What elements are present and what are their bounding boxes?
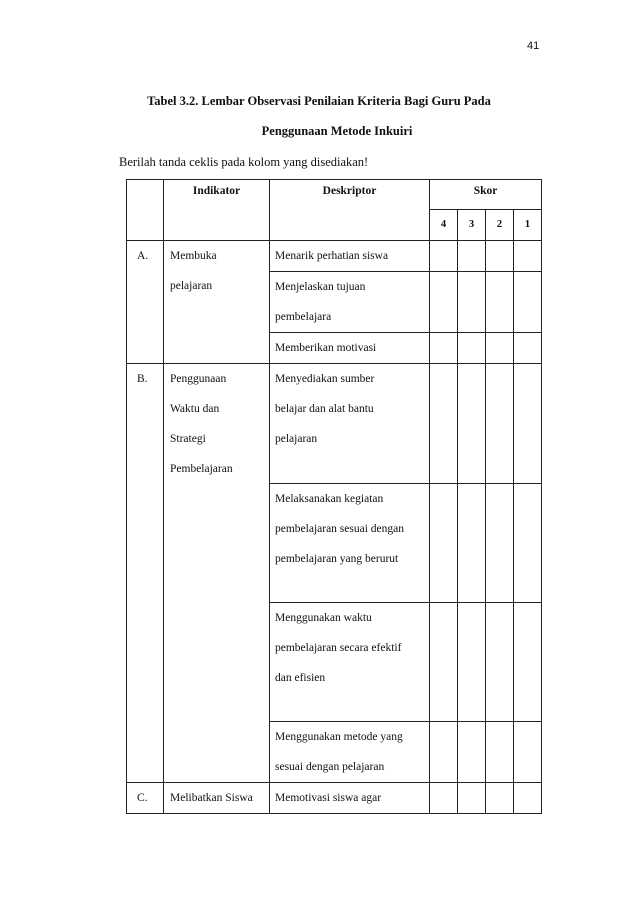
- check-cell[interactable]: [514, 241, 542, 272]
- descriptor-cell: Menggunakan waktu pembelajaran secara efektif dan efisien: [270, 603, 430, 722]
- check-cell[interactable]: [430, 272, 458, 333]
- check-cell[interactable]: [458, 364, 486, 484]
- descriptor-cell: Memotivasi siswa agar: [270, 783, 430, 814]
- check-cell[interactable]: [514, 603, 542, 722]
- check-cell[interactable]: [458, 783, 486, 814]
- section-a-label: A.: [127, 241, 164, 364]
- check-cell[interactable]: [430, 241, 458, 272]
- check-cell[interactable]: [458, 603, 486, 722]
- header-indikator: Indikator: [164, 180, 270, 241]
- observation-table: [126, 179, 542, 814]
- section-c-indicator: Melibatkan Siswa: [164, 783, 270, 814]
- check-cell[interactable]: [486, 484, 514, 603]
- check-cell[interactable]: [486, 603, 514, 722]
- header-blank-cell: [127, 180, 164, 241]
- check-cell[interactable]: [486, 272, 514, 333]
- header-deskriptor: Deskriptor: [270, 180, 430, 241]
- score-2: 2: [486, 210, 514, 241]
- check-cell[interactable]: [430, 333, 458, 364]
- check-cell[interactable]: [486, 364, 514, 484]
- check-cell[interactable]: [514, 272, 542, 333]
- check-cell[interactable]: [430, 603, 458, 722]
- check-cell[interactable]: [514, 783, 542, 814]
- check-cell[interactable]: [486, 333, 514, 364]
- instruction-text: Berilah tanda ceklis pada kolom yang disediakan!: [119, 155, 369, 169]
- table-title-line-2: Penggunaan Metode Inkuiri: [261, 124, 413, 138]
- check-cell[interactable]: [430, 364, 458, 484]
- table-title-line-1: Tabel 3.2. Lembar Observasi Penilaian Kriteria Bagi Guru Pada: [147, 94, 491, 108]
- check-cell[interactable]: [430, 783, 458, 814]
- check-cell[interactable]: [458, 241, 486, 272]
- header-skor: Skor: [430, 180, 542, 210]
- check-cell[interactable]: [458, 484, 486, 603]
- page-number: 41: [527, 40, 540, 52]
- check-cell[interactable]: [430, 722, 458, 783]
- check-cell[interactable]: [458, 722, 486, 783]
- section-a-indicator: Membuka pelajaran: [164, 241, 270, 364]
- check-cell[interactable]: [430, 484, 458, 603]
- check-cell[interactable]: [458, 333, 486, 364]
- check-cell[interactable]: [514, 722, 542, 783]
- score-4: 4: [430, 210, 458, 241]
- check-cell[interactable]: [486, 241, 514, 272]
- section-b-label: B.: [127, 364, 164, 783]
- descriptor-cell: Menjelaskan tujuan pembelajara: [270, 272, 430, 333]
- descriptor-cell: Menggunakan metode yang sesuai dengan pelajaran: [270, 722, 430, 783]
- descriptor-cell: Melaksanakan kegiatan pembelajaran sesuai dengan pembelajaran yang berurut: [270, 484, 430, 603]
- check-cell[interactable]: [486, 783, 514, 814]
- descriptor-cell: Menyediakan sumber belajar dan alat bantu pelajaran: [270, 364, 430, 484]
- section-b-indicator: Penggunaan Waktu dan Strategi Pembelajaran: [164, 364, 270, 783]
- check-cell[interactable]: [514, 484, 542, 603]
- score-3: 3: [458, 210, 486, 241]
- descriptor-cell: Menarik perhatian siswa: [270, 241, 430, 272]
- check-cell[interactable]: [458, 272, 486, 333]
- check-cell[interactable]: [486, 722, 514, 783]
- section-c-label: C.: [127, 783, 164, 814]
- score-1: 1: [514, 210, 542, 241]
- check-cell[interactable]: [514, 364, 542, 484]
- descriptor-cell: Memberikan motivasi: [270, 333, 430, 364]
- check-cell[interactable]: [514, 333, 542, 364]
